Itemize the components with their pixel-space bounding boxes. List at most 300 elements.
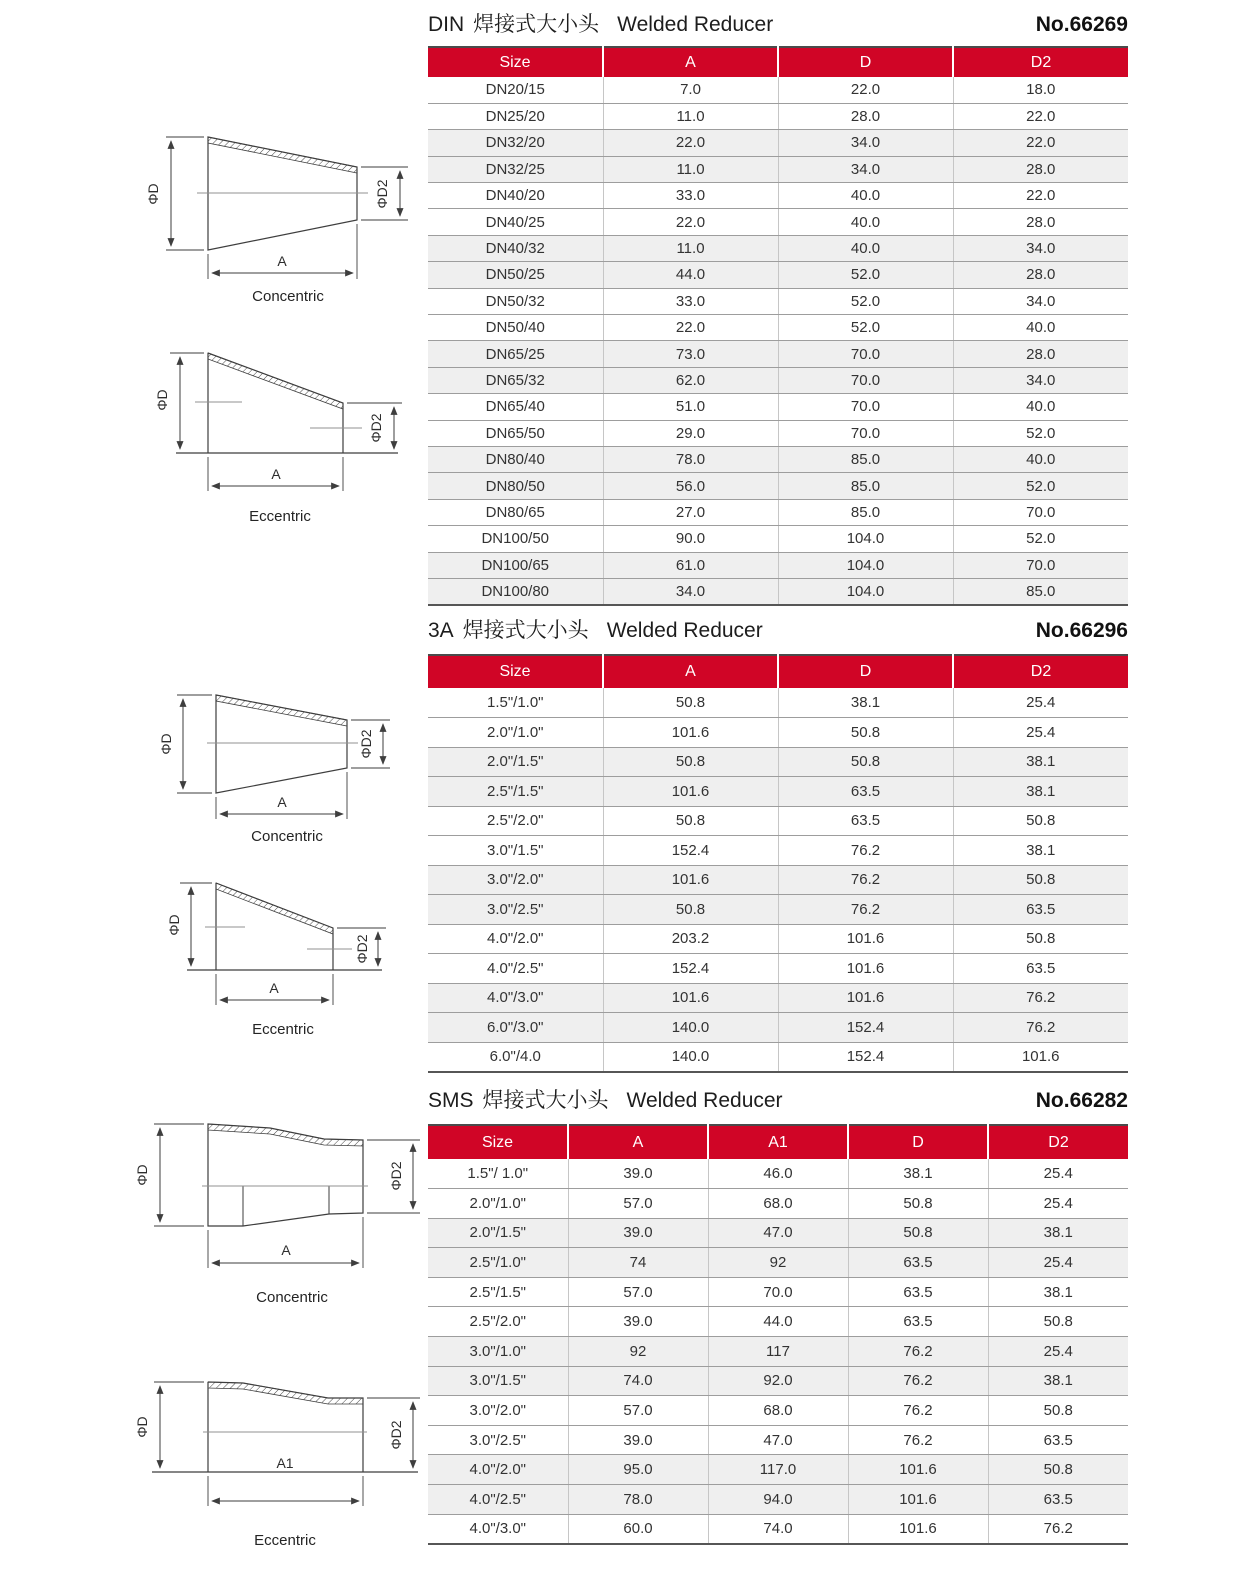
table-cell: 52.0 [953, 420, 1128, 446]
table-row [428, 1455, 1128, 1485]
table-cell: 92 [708, 1248, 848, 1278]
table-cell: 85.0 [953, 578, 1128, 604]
dimension-d [145, 137, 204, 250]
table-cell: 101.6 [603, 718, 778, 748]
table-cell: 63.5 [848, 1277, 988, 1307]
table-row [428, 1425, 1128, 1455]
table-cell: 40.0 [778, 235, 953, 261]
dim-label-d2: ΦD2 [388, 1161, 404, 1191]
table-cell: 3.0"/2.5" [428, 895, 603, 925]
standard-code: DIN [428, 13, 465, 36]
table-cell: 50.8 [988, 1455, 1128, 1485]
table-cell: DN80/40 [428, 446, 603, 472]
table-cell: 101.6 [848, 1514, 988, 1544]
sms-eccentric-diagram [130, 1375, 430, 1575]
table-row [428, 1013, 1128, 1043]
table-cell: 85.0 [778, 473, 953, 499]
table-cell: 38.1 [953, 747, 1128, 777]
diagram-caption: Eccentric [249, 508, 311, 525]
table-cell: 47.0 [708, 1425, 848, 1455]
table-cell: 25.4 [953, 718, 1128, 748]
table-cell: 70.0 [778, 367, 953, 393]
table-row [428, 209, 1128, 235]
table-cell: 52.0 [953, 473, 1128, 499]
table-cell: 76.2 [988, 1514, 1128, 1544]
table-cell: 70.0 [778, 420, 953, 446]
dimension-a [216, 772, 347, 819]
table-cell: 78.0 [568, 1485, 708, 1515]
title-english: Welded Reducer [626, 1089, 783, 1112]
3a-concentric-diagram [150, 675, 420, 850]
table-row [428, 865, 1128, 895]
table-cell: 50.8 [603, 895, 778, 925]
table-cell: 25.4 [988, 1159, 1128, 1189]
column-header: A1 [708, 1125, 848, 1159]
table-cell: DN65/40 [428, 394, 603, 420]
table-cell: DN32/25 [428, 156, 603, 182]
table-cell: 94.0 [708, 1485, 848, 1515]
table-cell: 73.0 [603, 341, 778, 367]
table-cell: 104.0 [778, 578, 953, 604]
dimension-d2 [351, 720, 390, 768]
table-cell: 51.0 [603, 394, 778, 420]
diagram-caption: Eccentric [252, 1021, 314, 1038]
table-cell: 33.0 [603, 183, 778, 209]
table-row [428, 836, 1128, 866]
table-cell: 7.0 [603, 77, 778, 103]
table-cell: 63.5 [988, 1425, 1128, 1455]
table-cell: 11.0 [603, 156, 778, 182]
table-row [428, 552, 1128, 578]
table-cell: 34.0 [953, 288, 1128, 314]
column-header: D2 [953, 47, 1128, 77]
table-row [428, 1514, 1128, 1544]
section-title [428, 12, 1128, 46]
column-header: A [603, 47, 778, 77]
din-concentric-diagram [140, 110, 420, 310]
table-row [428, 806, 1128, 836]
table-cell: 3.0"/2.0" [428, 865, 603, 895]
dimension-a [208, 1217, 363, 1268]
section-din [428, 12, 1128, 606]
table-cell: 50.8 [953, 806, 1128, 836]
column-header: Size [428, 47, 603, 77]
table-cell: 62.0 [603, 367, 778, 393]
table-cell: 101.6 [603, 777, 778, 807]
table-row [428, 156, 1128, 182]
table-cell: 117.0 [708, 1455, 848, 1485]
table-cell: 76.2 [778, 865, 953, 895]
diagram-caption: Concentric [252, 288, 324, 305]
table-cell: 1.5"/ 1.0" [428, 1159, 568, 1189]
table-cell: 25.4 [988, 1337, 1128, 1367]
table-cell: 52.0 [778, 288, 953, 314]
dim-label-d: ΦD [158, 733, 174, 755]
table-row [428, 1218, 1128, 1248]
table-cell: 50.8 [848, 1218, 988, 1248]
table-cell: 39.0 [568, 1218, 708, 1248]
dimension-a [208, 457, 343, 491]
dim-label-d2: ΦD2 [368, 413, 384, 443]
table-row [428, 578, 1128, 604]
table-cell: 70.0 [953, 499, 1128, 525]
table-cell: 63.5 [848, 1307, 988, 1337]
table-cell: 25.4 [953, 688, 1128, 718]
table-row [428, 1042, 1128, 1072]
3a-eccentric-diagram [150, 865, 420, 1040]
diagram-caption: Concentric [256, 1289, 328, 1306]
table-cell: 63.5 [848, 1248, 988, 1278]
sms-concentric-diagram [130, 1115, 430, 1310]
dimension-a [216, 974, 333, 1005]
table-cell: 3.0"/2.0" [428, 1396, 568, 1426]
table-cell: 22.0 [953, 130, 1128, 156]
table-cell: DN100/80 [428, 578, 603, 604]
table-cell: 28.0 [953, 262, 1128, 288]
table-cell: 4.0"/3.0" [428, 983, 603, 1013]
table-cell: 63.5 [988, 1485, 1128, 1515]
table-cell: 74.0 [568, 1366, 708, 1396]
dim-label-a: A [269, 980, 279, 996]
table-cell: 50.8 [988, 1396, 1128, 1426]
table-row [428, 130, 1128, 156]
table-cell: DN65/25 [428, 341, 603, 367]
table-cell: 50.8 [778, 747, 953, 777]
table-cell: 50.8 [953, 924, 1128, 954]
table-cell: 63.5 [778, 777, 953, 807]
table-row [428, 77, 1128, 103]
table-cell: 92.0 [708, 1366, 848, 1396]
table-cell: 203.2 [603, 924, 778, 954]
table-cell: 101.6 [848, 1485, 988, 1515]
table-cell: 4.0"/2.5" [428, 1485, 568, 1515]
dimension-d2 [367, 1398, 420, 1468]
table-row [428, 1307, 1128, 1337]
table-cell: 11.0 [603, 235, 778, 261]
table-cell: 40.0 [953, 446, 1128, 472]
table-cell: 39.0 [568, 1159, 708, 1189]
table-cell: 76.2 [848, 1396, 988, 1426]
standard-code: SMS [428, 1089, 474, 1112]
section-sms [428, 1088, 1128, 1545]
table-cell: 25.4 [988, 1189, 1128, 1219]
table-cell: 63.5 [778, 806, 953, 836]
column-header: D [778, 655, 953, 688]
table-cell: 22.0 [603, 209, 778, 235]
table-cell: 56.0 [603, 473, 778, 499]
table-row [428, 473, 1128, 499]
table-cell: 47.0 [708, 1218, 848, 1248]
table-cell: 63.5 [953, 895, 1128, 925]
table-cell: 50.8 [778, 718, 953, 748]
catalog-number: No.66269 [1035, 13, 1128, 36]
table-row [428, 526, 1128, 552]
table-cell: DN100/65 [428, 552, 603, 578]
table-cell: 38.1 [988, 1277, 1128, 1307]
table-cell: 18.0 [953, 77, 1128, 103]
dimension-d [158, 695, 212, 793]
table-cell: 22.0 [953, 183, 1128, 209]
table-row [428, 394, 1128, 420]
table-cell: 50.8 [988, 1307, 1128, 1337]
section-3a [428, 618, 1128, 1073]
table-cell: 38.1 [953, 836, 1128, 866]
table-cell: 3.0"/1.5" [428, 836, 603, 866]
table-cell: DN80/50 [428, 473, 603, 499]
table-cell: 85.0 [778, 499, 953, 525]
table-cell: DN65/32 [428, 367, 603, 393]
table-row [428, 367, 1128, 393]
table-cell: 76.2 [848, 1337, 988, 1367]
table-cell: 38.1 [953, 777, 1128, 807]
table-cell: 44.0 [603, 262, 778, 288]
table-cell: 28.0 [953, 156, 1128, 182]
table-cell: 50.8 [953, 865, 1128, 895]
table-cell: 50.8 [603, 688, 778, 718]
dimension-a1 [208, 1455, 363, 1506]
table-cell: 29.0 [603, 420, 778, 446]
diagram-caption: Concentric [251, 828, 323, 845]
title-english: Welded Reducer [606, 619, 763, 642]
table-cell: 44.0 [708, 1307, 848, 1337]
table-cell: 34.0 [778, 156, 953, 182]
column-header: Size [428, 655, 603, 688]
table-cell: 152.4 [603, 836, 778, 866]
table-row [428, 262, 1128, 288]
table-header-row [428, 47, 1128, 77]
reducer-outline [207, 695, 358, 793]
title-chinese: 焊接式大小头 [482, 1089, 609, 1112]
table-cell: 74 [568, 1248, 708, 1278]
table-cell: 101.6 [778, 924, 953, 954]
table-cell: 101.6 [953, 1042, 1128, 1072]
table-cell: 50.8 [848, 1189, 988, 1219]
table-row [428, 718, 1128, 748]
table-cell: 22.0 [953, 103, 1128, 129]
dimension-d [134, 1382, 204, 1468]
table-cell: 40.0 [953, 394, 1128, 420]
dimension-d [166, 883, 212, 966]
table-cell: 46.0 [708, 1159, 848, 1189]
table-row [428, 777, 1128, 807]
table-cell: 38.1 [778, 688, 953, 718]
dim-label-d: ΦD [154, 389, 170, 411]
table-row [428, 1277, 1128, 1307]
dimension-d2 [337, 928, 386, 966]
dimension-d [134, 1124, 204, 1226]
table-cell: DN25/20 [428, 103, 603, 129]
section-title [428, 1088, 1128, 1124]
table-row [428, 924, 1128, 954]
table-row [428, 499, 1128, 525]
table-cell: DN50/40 [428, 315, 603, 341]
dim-label-a: A [277, 253, 287, 269]
table-row [428, 954, 1128, 984]
title-english: Welded Reducer [617, 13, 774, 36]
dim-label-a: A [277, 794, 287, 810]
table-cell: 6.0"/4.0 [428, 1042, 603, 1072]
table-cell: 4.0"/2.5" [428, 954, 603, 984]
table-row [428, 183, 1128, 209]
catalog-number: No.66296 [1035, 619, 1128, 642]
table-cell: 4.0"/2.0" [428, 1455, 568, 1485]
table-cell: 140.0 [603, 1013, 778, 1043]
table-cell: 104.0 [778, 552, 953, 578]
table-cell: DN40/32 [428, 235, 603, 261]
dim-label-a: A [271, 466, 281, 482]
table-row [428, 1396, 1128, 1426]
table-row [428, 1248, 1128, 1278]
table-cell: 28.0 [953, 209, 1128, 235]
table-cell: DN40/25 [428, 209, 603, 235]
title-chinese: 焊接式大小头 [473, 13, 600, 36]
table-cell: DN50/25 [428, 262, 603, 288]
table-cell: 76.2 [778, 895, 953, 925]
table-cell: DN100/50 [428, 526, 603, 552]
table-cell: 2.5"/2.0" [428, 806, 603, 836]
table-cell: 2.0"/1.5" [428, 747, 603, 777]
table-cell: 76.2 [778, 836, 953, 866]
table-cell: DN32/20 [428, 130, 603, 156]
table-row [428, 235, 1128, 261]
table-row [428, 1485, 1128, 1515]
table-cell: 101.6 [778, 954, 953, 984]
title-chinese: 焊接式大小头 [462, 619, 589, 642]
column-header: A [603, 655, 778, 688]
table-cell: 68.0 [708, 1189, 848, 1219]
table-cell: 90.0 [603, 526, 778, 552]
table-cell: 38.1 [848, 1159, 988, 1189]
dimension-a [208, 224, 357, 279]
table-cell: 52.0 [778, 262, 953, 288]
table-cell: 78.0 [603, 446, 778, 472]
table-cell: 34.0 [953, 235, 1128, 261]
table-cell: 70.0 [778, 341, 953, 367]
table-cell: 4.0"/2.0" [428, 924, 603, 954]
3a-reducer-table [428, 654, 1128, 1073]
table-cell: 1.5"/1.0" [428, 688, 603, 718]
table-cell: 40.0 [778, 183, 953, 209]
table-cell: 2.0"/1.0" [428, 718, 603, 748]
dimension-d [154, 353, 204, 449]
table-cell: 57.0 [568, 1277, 708, 1307]
table-cell: 50.8 [603, 747, 778, 777]
table-cell: 38.1 [988, 1366, 1128, 1396]
table-cell: 74.0 [708, 1514, 848, 1544]
section-title [428, 618, 1128, 654]
table-cell: 33.0 [603, 288, 778, 314]
reducer-outline [197, 137, 368, 250]
table-cell: 3.0"/2.5" [428, 1425, 568, 1455]
dimension-d2 [367, 1140, 420, 1213]
table-cell: 40.0 [778, 209, 953, 235]
table-cell: 76.2 [953, 1013, 1128, 1043]
dimension-d2 [361, 167, 408, 220]
dim-label-d2: ΦD2 [374, 179, 390, 209]
table-row [428, 688, 1128, 718]
table-cell: 2.0"/1.0" [428, 1189, 568, 1219]
table-cell: DN65/50 [428, 420, 603, 446]
table-cell: 34.0 [778, 130, 953, 156]
table-cell: 50.8 [603, 806, 778, 836]
table-cell: 2.5"/1.5" [428, 1277, 568, 1307]
table-cell: 57.0 [568, 1396, 708, 1426]
table-cell: 68.0 [708, 1396, 848, 1426]
table-cell: 63.5 [953, 954, 1128, 984]
table-cell: 28.0 [778, 103, 953, 129]
dim-label-d: ΦD [145, 183, 161, 205]
table-row [428, 747, 1128, 777]
table-row [428, 983, 1128, 1013]
catalog-number: No.66282 [1035, 1089, 1128, 1112]
din-reducer-table [428, 46, 1128, 606]
column-header: D [848, 1125, 988, 1159]
table-row [428, 341, 1128, 367]
table-header-row [428, 1125, 1128, 1159]
table-cell: 2.5"/1.5" [428, 777, 603, 807]
table-cell: DN50/32 [428, 288, 603, 314]
table-cell: 2.5"/2.0" [428, 1307, 568, 1337]
table-cell: 85.0 [778, 446, 953, 472]
table-cell: 27.0 [603, 499, 778, 525]
dim-label-a1: A1 [276, 1455, 294, 1471]
table-cell: 76.2 [848, 1425, 988, 1455]
dim-label-d: ΦD [134, 1164, 150, 1186]
table-cell: 39.0 [568, 1307, 708, 1337]
table-cell: 70.0 [953, 552, 1128, 578]
table-cell: 2.0"/1.5" [428, 1218, 568, 1248]
standard-code: 3A [428, 619, 454, 642]
table-cell: DN20/15 [428, 77, 603, 103]
table-cell: 3.0"/1.5" [428, 1366, 568, 1396]
reducer-outline [187, 883, 382, 970]
table-cell: 22.0 [603, 130, 778, 156]
table-cell: 39.0 [568, 1425, 708, 1455]
dim-label-d2: ΦD2 [388, 1420, 404, 1450]
table-cell: 3.0"/1.0" [428, 1337, 568, 1367]
dim-label-d: ΦD [166, 914, 182, 936]
table-cell: DN40/20 [428, 183, 603, 209]
dim-label-d2: ΦD2 [358, 729, 374, 759]
diagram-caption: Eccentric [254, 1532, 316, 1549]
table-cell: 38.1 [988, 1218, 1128, 1248]
table-cell: 70.0 [708, 1277, 848, 1307]
table-cell: 52.0 [953, 526, 1128, 552]
table-cell: 101.6 [603, 983, 778, 1013]
table-cell: 25.4 [988, 1248, 1128, 1278]
column-header: Size [428, 1125, 568, 1159]
table-cell: 101.6 [603, 865, 778, 895]
table-cell: 101.6 [778, 983, 953, 1013]
column-header: A [568, 1125, 708, 1159]
table-row [428, 103, 1128, 129]
table-cell: 152.4 [778, 1042, 953, 1072]
table-cell: 95.0 [568, 1455, 708, 1485]
column-header: D2 [988, 1125, 1128, 1159]
table-cell: 92 [568, 1337, 708, 1367]
table-row [428, 315, 1128, 341]
table-cell: 104.0 [778, 526, 953, 552]
table-row [428, 420, 1128, 446]
table-cell: 76.2 [848, 1366, 988, 1396]
dim-label-a: A [281, 1242, 291, 1258]
table-cell: 117 [708, 1337, 848, 1367]
table-cell: 152.4 [778, 1013, 953, 1043]
table-cell: 2.5"/1.0" [428, 1248, 568, 1278]
table-row [428, 1337, 1128, 1367]
dim-label-d: ΦD [134, 1416, 150, 1438]
table-cell: 52.0 [778, 315, 953, 341]
